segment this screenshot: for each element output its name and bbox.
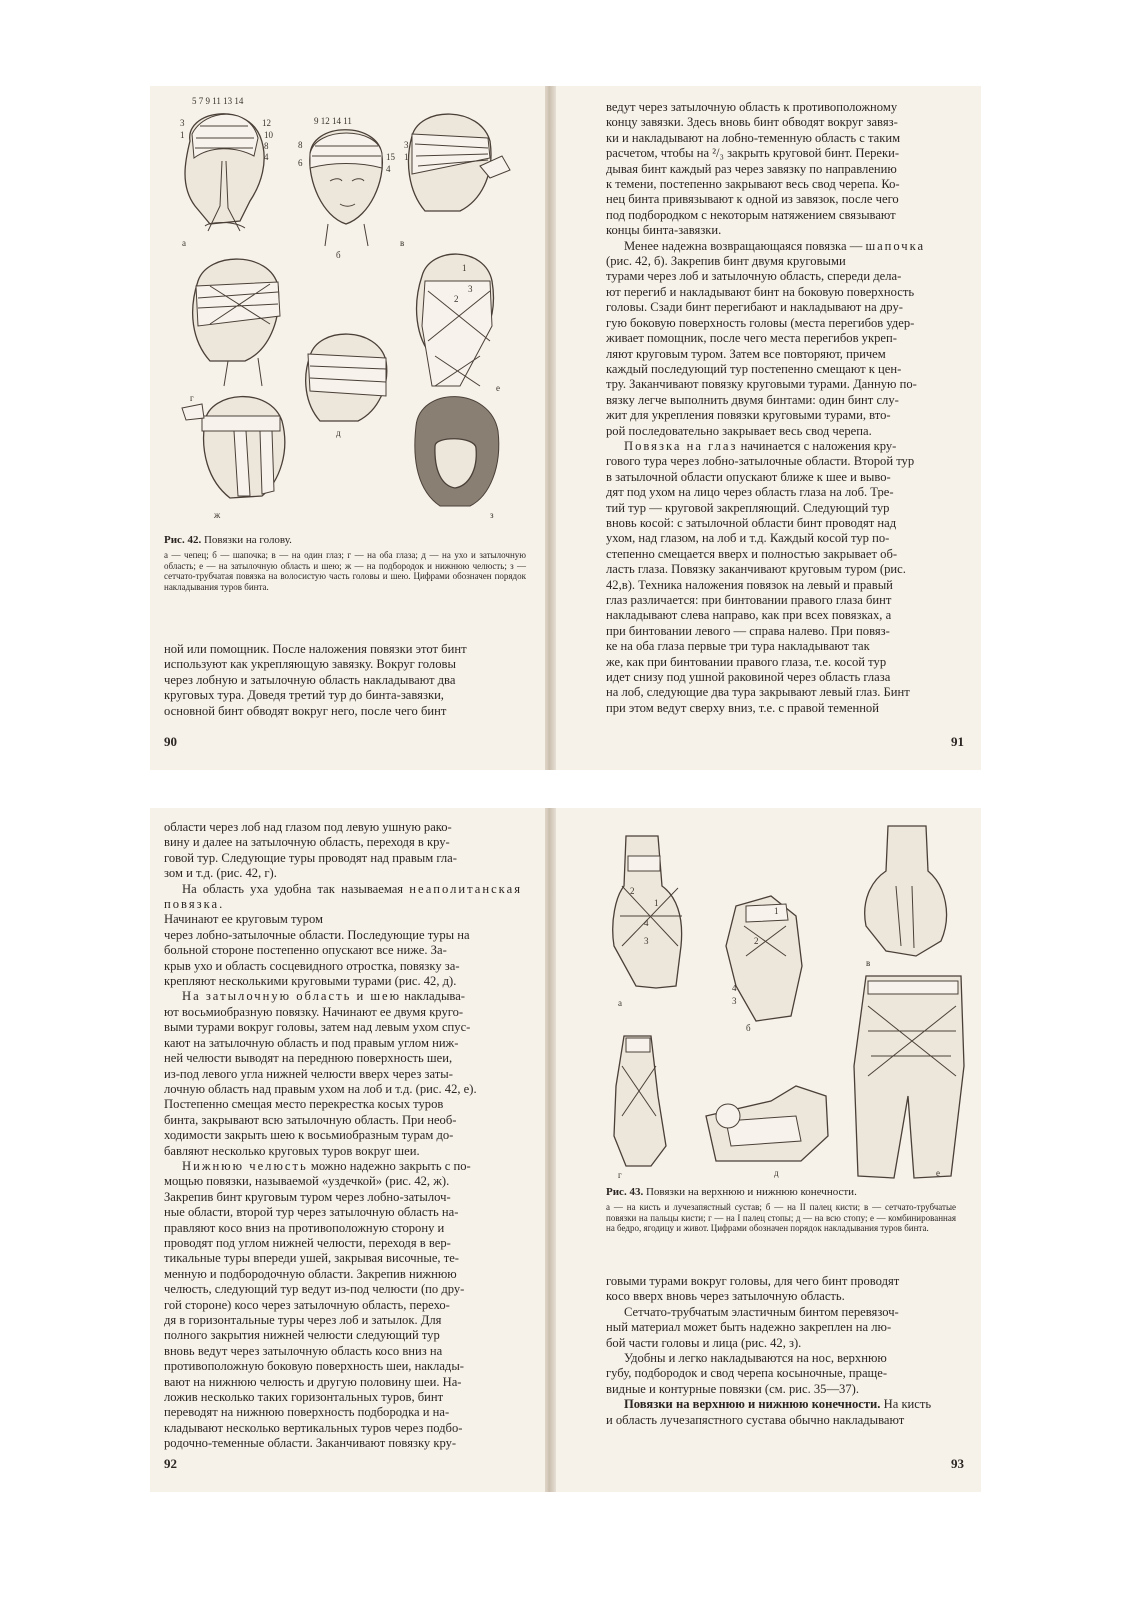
page91-p2-line-5: гую боковую поверхность головы (места перегибов удер- [606, 315, 915, 330]
svg-text:е: е [496, 383, 500, 393]
page91-line-9: концы бинта-завязки. [606, 223, 722, 238]
fig43-title-text: Повязки на верхнюю и нижнюю конечности. [645, 1186, 857, 1198]
page92-p4-line-8: менную и подбородочную области. Закрепив нижнюю [164, 1266, 457, 1281]
page92-p3-line-9: бинта, закрывают всю затылочную область. При необ- [164, 1112, 457, 1127]
page93-line-1: говыми турами вокруг головы, для чего бинт проводят [606, 1274, 900, 1288]
fig42-title-text: Повязки на голову. [203, 534, 292, 546]
page92-p3-line-7: лочную область над правым ухом на лоб и т.д. (рис. 42, е). [164, 1081, 477, 1096]
page91-line-8: под подбородком с некоторым натяжением связывают [606, 207, 896, 222]
page92-line-1: области через лоб над глазом под левую ушную рако- [164, 820, 452, 834]
svg-text:3: 3 [180, 118, 185, 128]
fig42-h-net-tubular-bandage [415, 397, 499, 520]
page91-p3-line-14: ке на оба глаза первые три тура накладывают так [606, 639, 870, 654]
page-91 [556, 86, 981, 770]
page92-p3-line-5: ней челюсти выводят на переднюю поверхность шеи, [164, 1051, 453, 1066]
page91-p2-line-6: живает помощник, после чего места перегибов укреп- [606, 331, 897, 346]
fig42-f-ear-bandage [306, 334, 387, 438]
page91-line-1: ведут через затылочную область к противоположному [606, 100, 898, 114]
page92-p4-line-12: полного закрытия нижней челюсти следующий тур [164, 1328, 440, 1343]
svg-text:а: а [618, 998, 622, 1008]
page91-p3-line-17: на лоб, следующие два тура закрывают левый глаз. Бинт [606, 685, 910, 700]
page93-p2-line-2: ный материал может быть надежно закреплен на лю- [606, 1320, 892, 1335]
page91-p2-line-8: каждый последующий тур постепенно смещают к цен- [606, 361, 902, 376]
svg-text:9 12 14 11: 9 12 14 11 [314, 116, 352, 126]
term-eye-bandage: Повязка на глаз [624, 438, 738, 453]
svg-text:1: 1 [180, 130, 185, 140]
fig43-a-hand-wrist-bandage [613, 836, 682, 1008]
svg-text:е: е [936, 1168, 940, 1178]
fig43-b-index-finger-bandage [726, 896, 802, 1033]
page91-p3-line-9: ласть глаза. Повязку заканчивают круговым туром (рис. [606, 562, 906, 577]
figure-42-head-bandages [150, 86, 545, 526]
page92-line-2: вину и далее на затылочную область, переходя в кру- [164, 835, 450, 850]
page91-p2-line-12: рой последовательно закрывает весь свод черепа. [606, 423, 872, 438]
page92-p4-line-1: можно надежно закрыть с по- [310, 1158, 471, 1173]
svg-text:д: д [774, 1168, 779, 1178]
page91-line-6: к темени, постепенно закрывают весь свод черепа. Ко- [606, 177, 900, 192]
page93-p3-line-2: губу, подбородок и свод черепа косыночные, праще- [606, 1366, 888, 1381]
page91-p3-line-7: ухом, над глазом, на лоб и т.д. Каждый косой тур по- [606, 531, 890, 546]
fig42-caption-title [164, 534, 292, 546]
svg-text:1: 1 [404, 152, 409, 162]
page91-p2-first [606, 239, 958, 254]
page-number-91: 91 [951, 734, 964, 749]
page90-line-3: через лобную и затылочную область накладывают два [164, 672, 456, 687]
page92-p4-line-11: дя в горизонтальные туры через лоб и затылок. Для [164, 1313, 442, 1327]
page92-p4-line-2: мощью повязки, называемой «уздечкой» (рис. 42, ж). [164, 1174, 450, 1189]
page92-p4-line-19: родочно-теменные области. Заканчивают повязку кру- [164, 1436, 457, 1451]
term-occipital-neck: На затылочную область и шею [182, 989, 402, 1004]
page91-p3-line-4: дят под ухом на лицо через область глаза на лоб. Тре- [606, 485, 894, 500]
page92-p3-first [164, 989, 522, 1004]
svg-text:3: 3 [468, 284, 473, 294]
page92-p4-line-18: кладывают несколько вертикальных туров через подбо- [164, 1420, 463, 1435]
page92-p4-first [164, 1159, 522, 1174]
page92-p4-line-3: Закрепив бинт круговым туром через лобно-затылоч- [164, 1189, 451, 1204]
svg-text:1: 1 [654, 898, 659, 908]
page90-line-1: ной или помощник. После наложения повязки этот бинт [164, 642, 467, 656]
page93-p4-first [606, 1397, 961, 1412]
page91-p3-line-13: при бинтовании левого — справа налево. При повяз- [606, 623, 890, 638]
page92-p4-line-5: правляют косо вниз на противоположную сторону и [164, 1220, 445, 1235]
fig42-g-chin-bandage [182, 397, 285, 520]
page91-p3-line-18: при этом ведут сверху вниз, т.е. с правой теменной [606, 700, 879, 715]
page92-p3-line-2: ют восьмиобразную повязку. Начинают ее двумя круго- [164, 1004, 464, 1019]
svg-text:2: 2 [754, 936, 759, 946]
page92-p4-line-7: тикальные туры впереди ушей, закрывая височные, те- [164, 1251, 459, 1266]
page91-p3-line-10: 42,в). Техника наложения повязок на левый и правый [606, 577, 893, 592]
page91-p2-line-7: ляют круговым туром. Затем все повторяют, причем [606, 346, 886, 361]
page-92 [150, 808, 545, 1492]
page-number-93: 93 [951, 1456, 964, 1471]
svg-text:3: 3 [732, 996, 737, 1006]
page92-p2-first [164, 882, 522, 913]
page92-p4-line-17: переводят на нижнюю поверхность подбородка и на- [164, 1405, 450, 1420]
svg-text:г: г [190, 393, 194, 403]
svg-text:12: 12 [262, 118, 271, 128]
page-90 [150, 86, 545, 770]
page92-p2-line-5: крепляют несколькими круговыми турами (рис. 42, д). [164, 974, 457, 989]
section-heading-limbs: Повязки на верхнюю и нижнюю конечности. [624, 1397, 881, 1412]
page91-p3-line-11: глаз различается: при бинтовании правого глаза бинт [606, 593, 892, 607]
page93-p2-line-1: Сетчато-трубчатым эластичным бинтом перевязоч- [624, 1304, 899, 1319]
page91-p2-line-4: головы. Сзади бинт перегибают и накладывают на дру- [606, 300, 903, 315]
fig42-c-single-eye-bandage [400, 114, 510, 248]
page92-p3-line-10: ходимости закрыть шею к восьмиобразным турам до- [164, 1128, 454, 1143]
svg-text:з: з [490, 510, 494, 520]
fig42-caption-text: а — чепец; б — шапочка; в — на один глаз; г — на оба глаза; д — на ухо и затылочную область; е — на затылочную область и шею; ж — на подбородок и нижнюю челюсть; з — сетчато-трубчатая повязка на волосистую часть головы и шею. Цифрами обозначен порядок накладывания туров бинта. [164, 550, 526, 592]
page92-p2-line-2: через лобно-затылочные области. Последующие туры на [164, 927, 470, 942]
fig42-d-both-eyes-bandage [190, 259, 280, 403]
page91-p3-line-6: вновь косой: с затылочной области бинт проводят над [606, 515, 897, 530]
fig43-e-whole-foot-bandage [706, 1086, 828, 1178]
page-93 [556, 808, 981, 1492]
fig42-a-numbers: 5 7 9 11 13 14 [192, 96, 244, 106]
svg-text:1: 1 [774, 906, 779, 916]
page92-p2-line-1: Начинают ее круговым туром [164, 912, 323, 927]
page91-body [606, 100, 958, 716]
page92-p4-line-10: гой стороне) косо через затылочную область, перехо- [164, 1297, 450, 1312]
fig43-d-big-toe-bandage [614, 1036, 666, 1180]
svg-text:1: 1 [462, 263, 467, 273]
page91-p3-line-1: начинается с наложения кру- [740, 438, 897, 453]
page92-p3-line-3: выми турами вокруг головы, затем над левым ухом спус- [164, 1020, 471, 1035]
page93-line-2: косо вверх вновь через затылочную область. [606, 1289, 845, 1304]
page93-p3-line-1: Удобны и легко накладываются на нос, верхнюю [624, 1351, 887, 1366]
page91-p3-line-12: накладывают слева направо, как при всех повязках, а [606, 608, 892, 623]
term-shapochka: шапочка [865, 238, 926, 253]
svg-text:а: а [182, 238, 186, 248]
fig43-f-hip-gluteal-abdomen-bandage [854, 976, 964, 1178]
svg-text:2: 2 [454, 294, 459, 304]
svg-text:15: 15 [386, 152, 395, 162]
svg-text:б: б [746, 1023, 751, 1033]
page92-p2-start: На область уха удобна так называемая [182, 881, 404, 896]
svg-text:в: в [400, 238, 405, 248]
svg-text:4: 4 [386, 164, 391, 174]
fig43-caption-text: а — на кисть и лучезапястный сустав; б — на II палец кисти; в — сетчато-трубчатые повязки на пальцы кисти; г — на I палец стопы; д — на всю стопу; е — комбинированная на бедро, ягодицу и живот. Цифрами обозначен порядок накладывания туров бинта. [606, 1202, 956, 1234]
fig42-a-cap-bandage [180, 96, 274, 248]
page91-p3-line-16: идет снизу под ушной раковиной через область глаза [606, 670, 891, 685]
page91-p2-line-10: вязку легче выполнить двумя бинтами: один бинт слу- [606, 392, 899, 407]
page91-p3-line-2: гового тура через лобно-затылочные области. Второй тур [606, 454, 915, 469]
page92-p4-line-15: вают на нижнюю челюсть и другую половину шеи. На- [164, 1374, 462, 1389]
page92-p3-line-11: бавляют несколько круговых туров вокруг шеи. [164, 1143, 420, 1158]
page92-p4-line-16: ложив несколько таких горизонтальных туров, бинт [164, 1390, 444, 1405]
svg-text:д: д [336, 428, 341, 438]
page92-p4-line-9: челюсть, следующий тур ведут из-под челюсти (по дру- [164, 1282, 465, 1297]
page91-p2-line-11: жит для укрепления повязки круговыми турами, вто- [606, 408, 891, 423]
page91-p2-line-1: (рис. 42, б). Закрепив бинт двумя круговыми [606, 254, 846, 269]
page92-p3-line-1: накладыва- [404, 989, 465, 1004]
page91-p2-line-9: тру. Заканчивают повязку круговыми турами. Данную по- [606, 377, 917, 392]
page93-p2-line-3: бой части головы и лица (рис. 42, з). [606, 1335, 802, 1350]
svg-text:3: 3 [404, 140, 409, 150]
svg-text:6: 6 [298, 158, 303, 168]
page92-p3-line-8: Постепенно смещая место перекрестка косых туров [164, 1097, 444, 1112]
figure-43-limb-bandages [596, 816, 966, 1186]
page91-p2-line-3: ют перегиб и накладывают бинт на боковую поверхность [606, 284, 915, 299]
svg-text:4: 4 [732, 983, 737, 993]
page91-p3-line-8: степенно смещается вверх и полностью закрывает об- [606, 546, 898, 561]
page93-p4-last: и область лучезапястного сустава обычно накладывают [606, 1412, 905, 1427]
svg-text:10: 10 [264, 130, 273, 140]
page90-body [164, 642, 529, 719]
svg-text:4: 4 [264, 152, 269, 162]
fig42-e-occipital-neck-bandage [417, 254, 500, 393]
fig43-c-net-finger-bandage [865, 826, 947, 968]
page92-p4-line-13: вновь ведут через затылочную область косо вниз на [164, 1343, 443, 1358]
page93-p3-line-3: видные и контурные повязки (см. рис. 35—37). [606, 1381, 859, 1396]
page92-p4-line-6: проводят под углом нижней челюсти, переходя в вер- [164, 1235, 451, 1250]
page91-line-7: нец бинта привязывают к одной из завязок, после чего [606, 192, 899, 207]
page91-p2-line-2: турами через лоб и затылочную область, спереди дела- [606, 269, 902, 284]
fig43-caption-title [606, 1186, 857, 1198]
page91-p3-line-3: в затылочной области опускают ближе к шее и выво- [606, 469, 891, 484]
page91-p3-line-15: же, как при бинтовании правого глаза, т.е. косой тур [606, 654, 887, 669]
page92-p4-line-14: противоположную боковую поверхность шеи, наклады- [164, 1359, 464, 1374]
fig43-number: Рис. 43. [606, 1186, 644, 1198]
svg-text:8: 8 [264, 141, 269, 151]
page90-line-2: используют как укрепляющую завязку. Вокруг головы [164, 657, 456, 672]
svg-text:ж: ж [214, 510, 221, 520]
page90-line-4: круговых тура. Доведя третий тур до бинта-завязки, [164, 688, 444, 703]
page92-p2-line-3: больной стороне постепенно опускают все ниже. За- [164, 943, 447, 958]
page92-body [164, 820, 522, 1452]
page91-p3-line-5: тий тур — круговой закрепляющий. Следующий тур [606, 500, 890, 515]
page93-p4-rest: На кисть [883, 1397, 932, 1412]
page91-line-3: ки и накладывают на лобно-теменную область с таким [606, 130, 901, 145]
page92-p3-line-4: кают на затылочную область и под правым углом ниж- [164, 1035, 459, 1050]
page90-line-5: основной бинт обводят вокруг него, после чего бинт [164, 703, 447, 718]
page-number-90: 90 [164, 734, 177, 749]
fig42-b-capelet-bandage [298, 116, 396, 260]
term-lower-jaw: Нижнюю челюсть [182, 1158, 308, 1173]
page92-p4-line-4: ные области, второй тур через затылочную область на- [164, 1205, 459, 1220]
page91-line-2: концу завязки. Здесь вновь бинт обводят вокруг завяз- [606, 115, 898, 130]
svg-text:2: 2 [630, 886, 635, 896]
page92-line-3: говой тур. Следующие туры проводят над правым гла- [164, 850, 457, 865]
page92-line-4: зом и т.д. (рис. 42, г). [164, 866, 277, 881]
svg-text:3: 3 [644, 936, 649, 946]
page-number-92: 92 [164, 1456, 177, 1471]
page91-line-4: расчетом, чтобы на ²/₃ закрыть круговой бинт. Переки- [606, 146, 900, 161]
svg-text:8: 8 [298, 140, 303, 150]
page93-body [606, 1274, 961, 1428]
svg-text:г: г [618, 1170, 622, 1180]
page91-line-5: дывая бинт каждый раз через завязку по направлению [606, 161, 897, 176]
svg-text:в: в [866, 958, 871, 968]
page91-p3-first [606, 439, 958, 454]
page91-p2-start: Менее надежна возвращающаяся повязка — [624, 238, 863, 253]
svg-text:б: б [336, 250, 341, 260]
term-neapolitan-bandage: неаполитанская повязка. [164, 881, 522, 912]
fig42-number: Рис. 42. [164, 534, 202, 546]
page92-p2-line-4: крыв ухо и область сосцевидного отростка, повязку за- [164, 958, 460, 973]
svg-text:4: 4 [644, 918, 649, 928]
page92-p3-line-6: из-под левого угла нижней челюсти вверх через заты- [164, 1066, 453, 1081]
